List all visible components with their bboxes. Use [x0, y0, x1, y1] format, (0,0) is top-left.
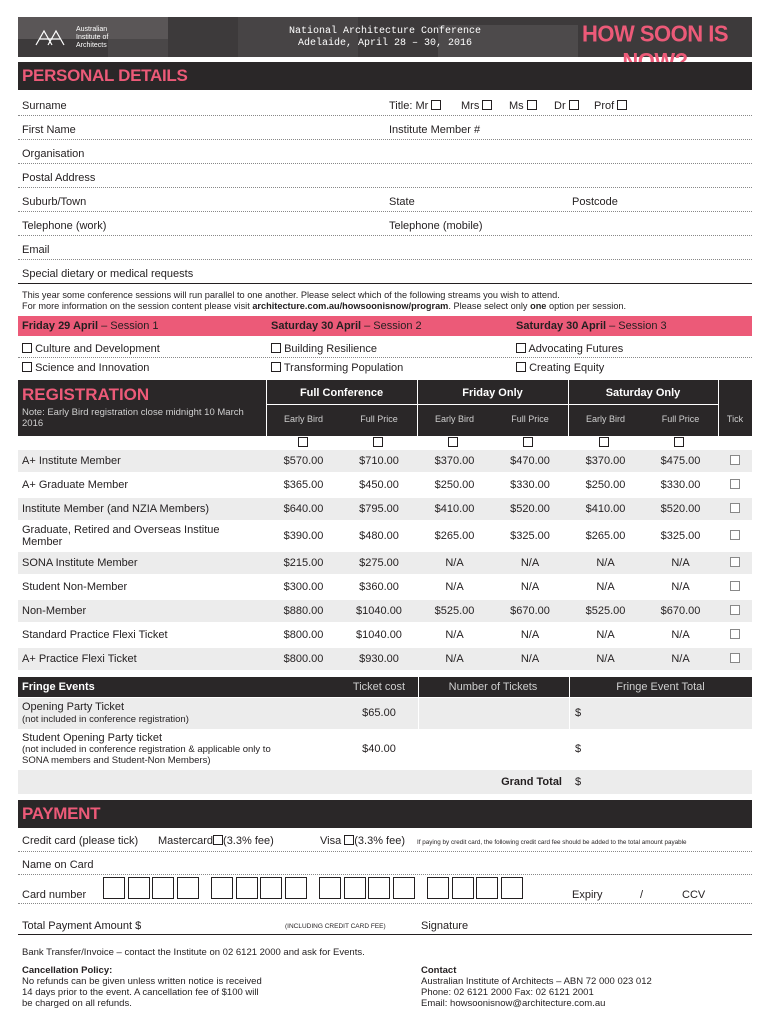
mastercard-option[interactable] — [158, 835, 274, 847]
divider — [18, 115, 752, 116]
group-friday-only: Friday Only — [462, 387, 523, 399]
title-mr-label: Mr — [415, 100, 429, 112]
fringe-col-tickets: Number of Tickets — [448, 681, 538, 693]
intro-text: option per session. — [546, 301, 627, 311]
group-full-conference: Full Conference — [299, 387, 384, 399]
card-digit-box[interactable] — [260, 877, 282, 899]
price-cell: N/A — [520, 629, 540, 641]
card-digit-box[interactable] — [103, 877, 125, 899]
stream-option[interactable] — [516, 362, 604, 374]
price-cell: N/A — [671, 581, 690, 593]
divider — [18, 259, 752, 260]
price-cell: $800.00 — [283, 629, 324, 641]
price-cell: $370.00 — [434, 455, 475, 467]
stream-option[interactable] — [22, 343, 160, 355]
divider — [18, 187, 752, 188]
cancellation-line: be charged on all refunds. — [22, 998, 132, 1009]
section-title: PAYMENT — [22, 804, 101, 823]
card-digit-box[interactable] — [211, 877, 233, 899]
section-title: PERSONAL DETAILS — [22, 66, 188, 85]
program-link[interactable]: architecture.com.au/howsoonisnow/program — [252, 301, 449, 311]
card-digit-box[interactable] — [177, 877, 199, 899]
price-cell: $480.00 — [359, 530, 399, 542]
title-prof-checkbox[interactable] — [617, 100, 627, 110]
intro-text: For more information on the session content please visit — [22, 301, 253, 311]
session-2-heading — [271, 320, 422, 332]
stream-checkbox[interactable] — [271, 343, 281, 353]
membership-label: Graduate, Retired and Overseas Institue Member — [22, 524, 220, 548]
card-digit-box[interactable] — [501, 877, 523, 899]
column-select-checkbox[interactable] — [298, 437, 308, 449]
divider — [18, 139, 752, 140]
price-cell: $325.00 — [660, 530, 701, 542]
tick-checkbox[interactable] — [730, 479, 740, 491]
session-day: Saturday 30 April — [516, 320, 607, 332]
price-cell: N/A — [596, 557, 615, 569]
postcode-label: Postcode — [572, 196, 618, 208]
stream-checkbox[interactable] — [271, 362, 281, 372]
title-label: Title: — [389, 100, 413, 112]
fringe-title: Fringe Events — [22, 681, 95, 693]
subcol-full-price: Full Price — [511, 414, 549, 424]
intro-emphasis: one — [530, 301, 547, 311]
visa-checkbox[interactable] — [344, 835, 354, 845]
title-mrs-checkbox[interactable] — [482, 100, 492, 110]
mastercard-checkbox[interactable] — [213, 835, 223, 845]
divider — [18, 163, 752, 164]
logo-line: Australian — [76, 26, 108, 33]
stream-label: Building Resilience — [284, 343, 378, 355]
tagline: HOW SOON IS — [581, 20, 729, 47]
price-cell: $670.00 — [660, 605, 701, 617]
title-ms — [509, 100, 537, 112]
price-cell: $520.00 — [660, 503, 701, 515]
price-cell: N/A — [520, 581, 540, 593]
membership-label: Institute Member (and NZIA Members) — [22, 503, 210, 515]
card-number-label: Card number — [22, 889, 87, 901]
price-cell: N/A — [445, 557, 464, 569]
grand-total-label: Grand Total — [501, 776, 562, 788]
price-cell: N/A — [671, 557, 690, 569]
price-cell: $640.00 — [283, 503, 324, 515]
membership-label: SONA Institute Member — [22, 557, 138, 569]
col-divider — [569, 698, 570, 729]
membership-label: A+ Practice Flexi Ticket — [22, 653, 137, 665]
telephone-mobile-label: Telephone (mobile) — [389, 220, 483, 232]
price-cell: $360.00 — [359, 581, 399, 593]
price-cell: N/A — [445, 629, 464, 641]
price-cell: $275.00 — [359, 557, 399, 569]
card-fee-note: If paying by credit card, the following credit card fee should be added to the total amount payable — [417, 839, 687, 846]
fringe-total: $ — [575, 743, 582, 755]
tick-checkbox[interactable] — [730, 455, 740, 467]
postal-address-label: Postal Address — [22, 172, 96, 184]
session-day: Friday 29 April — [22, 320, 99, 332]
title-ms-label: Ms — [509, 100, 524, 112]
divider — [18, 903, 752, 904]
dietary-label: Special dietary or medical requests — [22, 268, 194, 280]
card-digit-box[interactable] — [319, 877, 341, 899]
stream-option[interactable] — [271, 362, 403, 374]
divider — [18, 211, 752, 212]
title-mr-checkbox[interactable] — [431, 100, 441, 110]
card-digit-box[interactable] — [128, 877, 150, 899]
cancellation-line: No refunds can be given unless written notice is received — [22, 976, 262, 987]
subcol-early-bird: Early Bird — [585, 414, 625, 424]
tick-checkbox[interactable] — [730, 605, 740, 617]
divider — [18, 357, 752, 358]
stream-checkbox[interactable] — [22, 343, 32, 353]
personal-details-heading — [18, 62, 752, 90]
fringe-col-total: Fringe Event Total — [616, 681, 705, 693]
col-divider — [418, 677, 419, 697]
price-cell: N/A — [596, 581, 615, 593]
col-divider — [418, 698, 419, 729]
subcol-full-price: Full Price — [661, 414, 700, 424]
stream-checkbox[interactable] — [516, 362, 526, 372]
incl-fee-note: (INCLUDING CREDIT CARD FEE) — [285, 923, 386, 930]
fringe-event-note: (not included in conference registration) — [22, 714, 189, 725]
stream-checkbox[interactable] — [516, 343, 526, 353]
membership-label: Standard Practice Flexi Ticket — [22, 629, 168, 641]
name-on-card-label: Name on Card — [22, 859, 94, 871]
price-cell: $710.00 — [359, 455, 399, 467]
price-cell: $410.00 — [585, 503, 626, 515]
price-cell: $520.00 — [510, 503, 550, 515]
price-cell: $265.00 — [585, 530, 626, 542]
divider — [18, 235, 752, 236]
streams-intro-line — [22, 301, 742, 312]
tick-checkbox[interactable] — [730, 653, 740, 665]
total-payment-label: Total Payment Amount $ — [22, 920, 142, 932]
email-label: Email — [22, 244, 50, 256]
column-select-checkbox[interactable] — [674, 437, 684, 449]
price-cell: N/A — [596, 629, 615, 641]
price-cell: $880.00 — [283, 605, 324, 617]
price-cell: $800.00 — [283, 653, 324, 665]
price-cell: N/A — [520, 557, 540, 569]
price-cell: $410.00 — [434, 503, 475, 515]
title-selector — [389, 100, 441, 112]
tick-checkbox[interactable] — [730, 629, 740, 641]
card-digit-box[interactable] — [152, 877, 174, 899]
state-label: State — [389, 196, 415, 208]
tick-checkbox[interactable] — [730, 557, 740, 569]
price-cell: $450.00 — [359, 479, 399, 491]
contact-line: Phone: 02 6121 2000 Fax: 02 6121 2001 — [421, 987, 594, 998]
signature-label: Signature — [421, 920, 469, 932]
price-cell: $265.00 — [434, 530, 475, 542]
member-number-label: Institute Member # — [389, 124, 481, 136]
price-cell: $525.00 — [434, 605, 475, 617]
divider — [18, 874, 752, 875]
price-cell: $325.00 — [510, 530, 550, 542]
stream-label: Creating Equity — [529, 362, 605, 374]
first-name-label: First Name — [22, 124, 76, 136]
tick-checkbox[interactable] — [730, 503, 740, 515]
cancellation-title: Cancellation Policy: — [22, 965, 113, 976]
subcol-early-bird: Early Bird — [283, 414, 323, 424]
price-cell: N/A — [445, 581, 464, 593]
column-select-checkbox[interactable] — [448, 437, 458, 449]
divider — [18, 851, 752, 852]
col-divider — [569, 677, 570, 697]
col-divider — [718, 380, 719, 436]
column-select-checkbox[interactable] — [373, 437, 383, 449]
conference-location: Adelaide, April 28 – 30, 2016 — [297, 38, 473, 49]
title-mrs-label: Mrs — [461, 100, 480, 112]
price-cell: $1040.00 — [356, 629, 402, 641]
contact-title: Contact — [421, 965, 457, 976]
session-number: – Session 3 — [606, 320, 667, 332]
payment-heading — [18, 800, 752, 828]
tick-checkbox[interactable] — [730, 530, 740, 542]
session-1-heading — [22, 320, 159, 332]
price-cell: $330.00 — [660, 479, 701, 491]
card-digit-box[interactable] — [427, 877, 449, 899]
fringe-col-cost: Ticket cost — [352, 681, 406, 693]
title-dr-checkbox[interactable] — [569, 100, 579, 110]
fringe-total: $ — [575, 707, 582, 719]
price-cell: $525.00 — [585, 605, 626, 617]
conference-name: National Architecture Conference — [288, 26, 482, 37]
card-digit-box[interactable] — [368, 877, 390, 899]
registration-title: REGISTRATION — [22, 385, 150, 404]
price-cell: $370.00 — [585, 455, 626, 467]
divider — [18, 283, 752, 284]
group-saturday-only: Saturday Only — [605, 387, 681, 399]
mastercard-label: Mastercard — [158, 835, 214, 847]
stream-label: Science and Innovation — [35, 362, 150, 374]
contact-line: Australian Institute of Architects – ABN 72 000 023 012 — [421, 976, 652, 987]
price-cell: $250.00 — [434, 479, 475, 491]
suburb-label: Suburb/Town — [22, 196, 87, 208]
membership-label: Non-Member — [22, 605, 87, 617]
row-divider — [266, 404, 718, 405]
card-digit-box[interactable] — [393, 877, 415, 899]
price-cell: N/A — [671, 629, 690, 641]
fringe-event-note: (not included in conference registration & applicable only to SONA members and Student-Non Members) — [22, 744, 271, 766]
price-cell: $470.00 — [510, 455, 550, 467]
price-cell: $215.00 — [283, 557, 324, 569]
title-dr-label: Dr — [554, 100, 566, 112]
stream-option[interactable] — [271, 343, 377, 355]
registration-note: Note: Early Bird registration close midnight 10 March 2016 — [22, 407, 244, 429]
title-mrs — [461, 100, 492, 112]
price-cell: $300.00 — [283, 581, 324, 593]
conference-title — [250, 26, 520, 50]
price-cell: N/A — [596, 653, 615, 665]
stream-option[interactable] — [22, 362, 149, 374]
contact-block — [421, 965, 652, 1009]
intro-text: . Please select only — [448, 301, 531, 311]
expiry-slash: / — [640, 889, 644, 901]
price-cell: N/A — [445, 653, 464, 665]
grand-total-value: $ — [575, 776, 582, 788]
subcol-tick: Tick — [726, 414, 744, 424]
stream-label: Advocating Futures — [528, 343, 624, 355]
contact-line[interactable]: Email: howsoonisnow@architecture.com.au — [421, 998, 606, 1009]
price-cell: $390.00 — [283, 530, 324, 542]
price-cell: $330.00 — [510, 479, 550, 491]
price-cell: $795.00 — [359, 503, 399, 515]
grand-total-row — [18, 770, 752, 794]
logo-line: Institute of — [76, 34, 109, 41]
session-3-heading — [516, 320, 667, 332]
mastercard-fee: (3.3% fee) — [223, 835, 274, 847]
cancellation-line: 14 days prior to the event. A cancellation fee of $100 will — [22, 987, 259, 998]
institute-logo-text — [76, 26, 108, 50]
price-cell: $930.00 — [359, 653, 399, 665]
visa-label: Visa — [320, 835, 342, 847]
bank-transfer-note: Bank Transfer/Invoice – contact the Institute on 02 6121 2000 and ask for Events. — [22, 947, 365, 958]
institute-logo-icon — [34, 27, 70, 47]
stream-checkbox[interactable] — [22, 362, 32, 372]
column-select-checkbox[interactable] — [599, 437, 609, 449]
card-digit-box[interactable] — [476, 877, 498, 899]
ccv-label: CCV — [682, 889, 706, 901]
session-number: – Session 2 — [361, 320, 422, 332]
visa-fee: (3.3% fee) — [354, 835, 406, 847]
fringe-cost: $40.00 — [362, 743, 396, 755]
price-cell: $1040.00 — [356, 605, 402, 617]
price-cell: $475.00 — [660, 455, 701, 467]
subcol-full-price: Full Price — [360, 414, 398, 424]
stream-option[interactable] — [516, 343, 623, 355]
column-select-checkbox[interactable] — [523, 437, 533, 449]
card-digit-box[interactable] — [285, 877, 307, 899]
price-cell: $365.00 — [283, 479, 324, 491]
membership-label: A+ Institute Member — [22, 455, 121, 467]
logo-line: Architects — [76, 42, 107, 49]
streams-intro — [22, 290, 742, 312]
stream-label: Transforming Population — [283, 362, 404, 374]
tick-checkbox[interactable] — [730, 581, 740, 593]
title-prof — [594, 100, 627, 112]
divider — [18, 934, 752, 935]
session-day: Saturday 30 April — [271, 320, 362, 332]
fringe-event-name: Opening Party Ticket — [22, 701, 125, 713]
subcol-early-bird: Early Bird — [434, 414, 474, 424]
visa-option[interactable] — [320, 835, 405, 847]
title-ms-checkbox[interactable] — [527, 100, 537, 110]
price-cell: $570.00 — [283, 455, 324, 467]
price-cell: $250.00 — [585, 479, 626, 491]
expiry-label: Expiry — [572, 889, 603, 901]
surname-label: Surname — [22, 100, 67, 112]
card-digit-box[interactable] — [452, 877, 474, 899]
price-cell: N/A — [520, 653, 540, 665]
cancellation-policy — [22, 965, 262, 1009]
telephone-work-label: Telephone (work) — [22, 220, 107, 232]
title-dr — [554, 100, 579, 112]
fringe-cost: $65.00 — [362, 707, 396, 719]
credit-card-label: Credit card (please tick) — [22, 835, 139, 847]
streams-intro-line: This year some conference sessions will run parallel to one another. Please select which of the following streams you wish to attend. — [22, 290, 560, 300]
membership-label: A+ Graduate Member — [22, 479, 129, 491]
organisation-label: Organisation — [22, 148, 85, 160]
membership-label: Student Non-Member — [22, 581, 128, 593]
card-digit-box[interactable] — [344, 877, 366, 899]
card-digit-box[interactable] — [236, 877, 258, 899]
fringe-event-name: Student Opening Party ticket — [22, 732, 163, 744]
title-prof-label: Prof — [594, 100, 615, 112]
session-number: – Session 1 — [98, 320, 159, 332]
stream-label: Culture and Development — [35, 343, 160, 355]
price-cell: N/A — [671, 653, 690, 665]
price-cell: $670.00 — [510, 605, 550, 617]
